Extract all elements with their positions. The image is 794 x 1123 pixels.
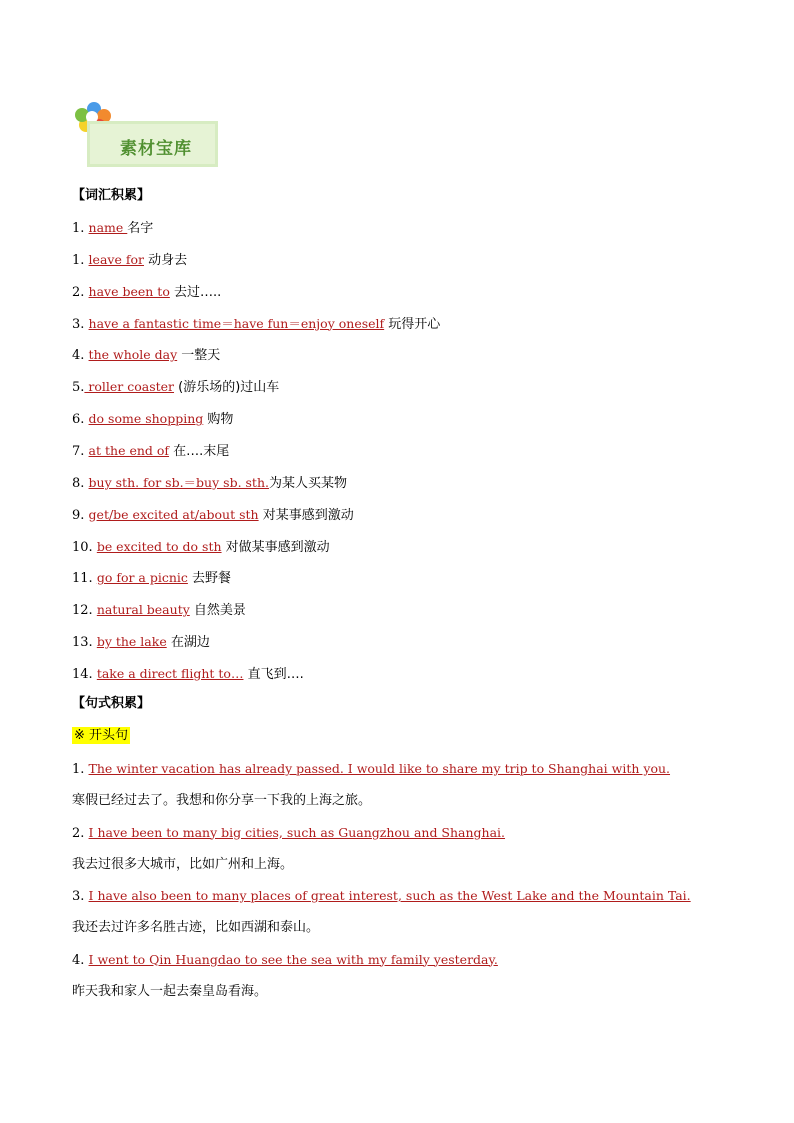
vocab-number: 13. xyxy=(72,635,97,651)
vocab-english: be excited to do sth xyxy=(96,538,222,554)
sentence-chinese: 我去过很多大城市，比如广州和上海。 xyxy=(72,856,294,872)
vocab-number: 14. xyxy=(72,666,97,682)
vocab-item xyxy=(72,315,440,334)
vocab-chinese: 在….末尾 xyxy=(169,443,230,459)
sentence-english-row xyxy=(72,760,670,779)
vocab-number: 8. xyxy=(72,475,89,491)
vocab-chinese: 去过….. xyxy=(169,284,222,300)
vocab-heading: 【词汇积累】 xyxy=(72,188,151,203)
sentence-chinese: 寒假已经过去了。我想和你分享一下我的上海之旅。 xyxy=(72,793,372,808)
vocab-english: roller coaster xyxy=(84,379,175,395)
vocab-item xyxy=(72,506,354,525)
section-badge xyxy=(72,100,232,174)
vocab-number: 1. xyxy=(72,221,89,236)
vocab-english: name xyxy=(88,220,128,235)
vocab-number: 5. xyxy=(72,380,85,396)
vocab-item xyxy=(72,633,210,652)
vocab-number: 9. xyxy=(72,507,89,523)
vocab-chinese: 为某人买某物 xyxy=(268,475,347,491)
vocab-chinese: 自然美景 xyxy=(189,603,246,619)
vocab-english: by the lake xyxy=(96,634,167,650)
vocab-item xyxy=(72,219,153,238)
vocab-item xyxy=(72,442,229,461)
vocab-item xyxy=(72,538,330,557)
vocab-chinese: 在湖边 xyxy=(166,635,210,651)
vocab-english: do some shopping xyxy=(88,411,204,427)
opening-label-row xyxy=(72,727,130,745)
vocab-english: buy sth. for sb.＝buy sb. sth. xyxy=(88,474,269,490)
vocab-number: 10. xyxy=(72,539,97,555)
vocab-item xyxy=(72,569,231,588)
vocab-chinese: (游乐场的)过山车 xyxy=(174,380,280,396)
vocab-item xyxy=(72,283,221,302)
sentence-english-row xyxy=(72,951,498,970)
sentence-chinese: 我还去过许多名胜古迹，比如西湖和泰山。 xyxy=(72,920,320,935)
vocab-english: at the end of xyxy=(88,442,170,458)
sentence-heading: 【句式积累】 xyxy=(72,696,151,711)
vocab-item xyxy=(72,251,187,270)
sentence-english-row xyxy=(72,887,691,906)
vocab-english: leave for xyxy=(88,251,144,267)
sentence-english: I have also been to many places of great interest, such as the West Lake and the Mountain Tai. xyxy=(88,888,691,903)
vocab-number: 1. xyxy=(72,252,89,268)
vocab-number: 4. xyxy=(72,348,89,364)
vocab-chinese: 去野餐 xyxy=(187,571,232,587)
opening-label: ※ 开头句 xyxy=(74,728,129,743)
sentence-english: The winter vacation has already passed. I would like to share my trip to Shanghai with you. xyxy=(88,761,671,776)
vocab-number: 3. xyxy=(72,316,89,332)
sentence-english: I have been to many big cities, such as Guangzhou and Shanghai. xyxy=(88,824,506,840)
vocab-english: go for a picnic xyxy=(96,570,188,586)
vocab-chinese: 名字 xyxy=(127,221,154,236)
sentence-chinese: 昨天我和家人一起去秦皇岛看海。 xyxy=(72,983,268,999)
vocab-number: 2. xyxy=(72,284,89,300)
sentence-english-row xyxy=(72,824,505,843)
vocab-english: take a direct flight to… xyxy=(96,665,244,681)
vocab-english: natural beauty xyxy=(96,602,190,618)
vocab-chinese: 直飞到…. xyxy=(243,666,304,682)
badge-box xyxy=(87,121,218,167)
sentence-number: 2. xyxy=(72,825,89,841)
vocab-chinese: 一整天 xyxy=(177,348,221,364)
vocab-item xyxy=(72,474,347,493)
badge-title: 素材宝库 xyxy=(120,139,192,159)
vocab-item xyxy=(72,665,304,684)
vocab-chinese: 对做某事感到激动 xyxy=(221,539,330,555)
vocab-number: 7. xyxy=(72,443,89,459)
vocab-english: the whole day xyxy=(88,347,178,363)
sentence-number: 4. xyxy=(72,952,89,968)
vocab-number: 12. xyxy=(72,603,97,619)
vocab-item xyxy=(72,410,233,429)
vocab-number: 6. xyxy=(72,412,89,428)
sentence-number: 3. xyxy=(72,889,89,904)
vocab-english: have a fantastic time＝have fun＝enjoy oneself xyxy=(88,315,385,331)
vocab-chinese: 对某事感到激动 xyxy=(258,507,354,523)
vocab-item xyxy=(72,378,279,397)
vocab-chinese: 玩得开心 xyxy=(384,316,441,332)
vocab-english: have been to xyxy=(88,283,170,299)
sentence-number: 1. xyxy=(72,762,89,777)
vocab-item xyxy=(72,601,246,620)
vocab-item xyxy=(72,346,220,365)
vocab-chinese: 购物 xyxy=(203,412,234,428)
vocab-english: get/be excited at/about sth xyxy=(88,506,259,522)
sentence-english: I went to Qin Huangdao to see the sea with my family yesterday. xyxy=(88,951,498,967)
vocab-number: 11. xyxy=(72,571,97,587)
vocab-chinese: 动身去 xyxy=(143,252,188,268)
